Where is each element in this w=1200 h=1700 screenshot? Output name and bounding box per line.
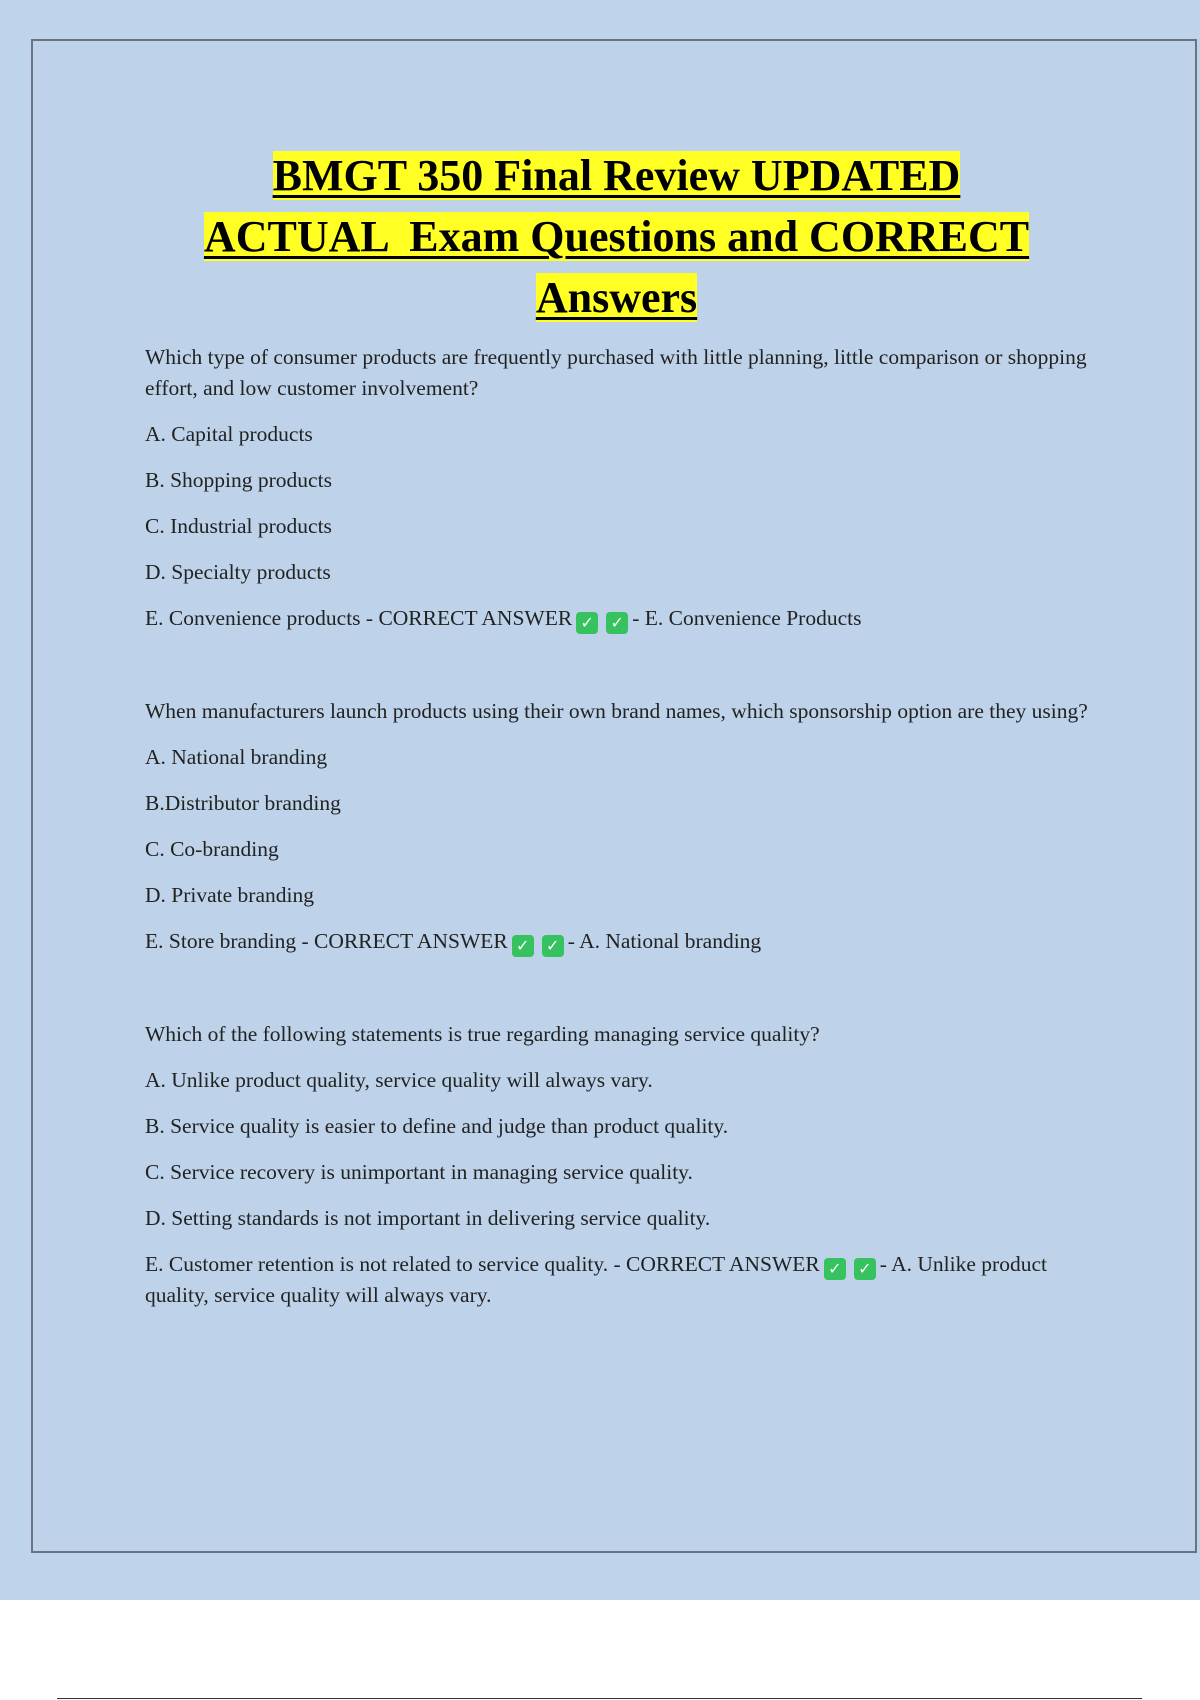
answer-option: B. Shopping products bbox=[145, 468, 332, 492]
correct-answer-text: - E. Convenience Products bbox=[632, 606, 862, 630]
document-title bbox=[0, 145, 1200, 328]
answer-option: C. Service recovery is unimportant in managing service quality. bbox=[145, 1160, 693, 1184]
correct-answer-text: - A. National branding bbox=[567, 929, 762, 953]
answer-option: D. Setting standards is not important in delivering service quality. bbox=[145, 1206, 711, 1230]
answer-option: E. Convenience products - CORRECT ANSWER bbox=[145, 606, 573, 630]
answer-option: B. Service quality is easier to define and judge than product quality. bbox=[145, 1114, 729, 1138]
check-mark-icon: ✓ bbox=[854, 1258, 876, 1280]
correct-answer-line bbox=[145, 926, 1095, 957]
check-mark-icon: ✓ bbox=[576, 612, 598, 634]
answer-option: D. Private branding bbox=[145, 883, 314, 907]
title-line-2: ACTUAL Exam Questions and CORRECT bbox=[203, 212, 1030, 261]
answer-option: B.Distributor branding bbox=[145, 791, 341, 815]
question-text: When manufacturers launch products using their own brand names, which sponsorship option are they using? bbox=[145, 699, 1088, 723]
check-mark-icon: ✓ bbox=[606, 612, 628, 634]
answer-option: A. Capital products bbox=[145, 422, 313, 446]
title-line-1: BMGT 350 Final Review UPDATED bbox=[272, 151, 961, 200]
correct-answer-line bbox=[145, 1249, 1095, 1311]
question-text: Which of the following statements is true regarding managing service quality? bbox=[145, 1022, 820, 1046]
answer-option: C. Industrial products bbox=[145, 514, 332, 538]
question-block bbox=[145, 696, 1095, 957]
check-mark-icon: ✓ bbox=[824, 1258, 846, 1280]
question-block bbox=[145, 342, 1095, 634]
question-block bbox=[145, 1019, 1095, 1311]
check-mark-icon: ✓ bbox=[542, 935, 564, 957]
answer-option: C. Co-branding bbox=[145, 837, 279, 861]
title-line-3: Answers bbox=[535, 273, 698, 322]
check-mark-icon: ✓ bbox=[512, 935, 534, 957]
answer-option: A. Unlike product quality, service quality will always vary. bbox=[145, 1068, 653, 1092]
question-text: Which type of consumer products are frequently purchased with little planning, little comparison or shopping effort, and low customer involvement? bbox=[145, 345, 1087, 400]
correct-answer-line bbox=[145, 603, 1095, 634]
answer-option: D. Specialty products bbox=[145, 560, 331, 584]
correct-answer-text: - A. Unlike product quality, service quality will always vary. bbox=[145, 1252, 1047, 1307]
answer-option: A. National branding bbox=[145, 745, 328, 769]
answer-option: E. Customer retention is not related to service quality. - CORRECT ANSWER bbox=[145, 1252, 820, 1276]
answer-option: E. Store branding - CORRECT ANSWER bbox=[145, 929, 508, 953]
question-list bbox=[145, 342, 1095, 1373]
footer-divider bbox=[57, 1698, 1142, 1699]
